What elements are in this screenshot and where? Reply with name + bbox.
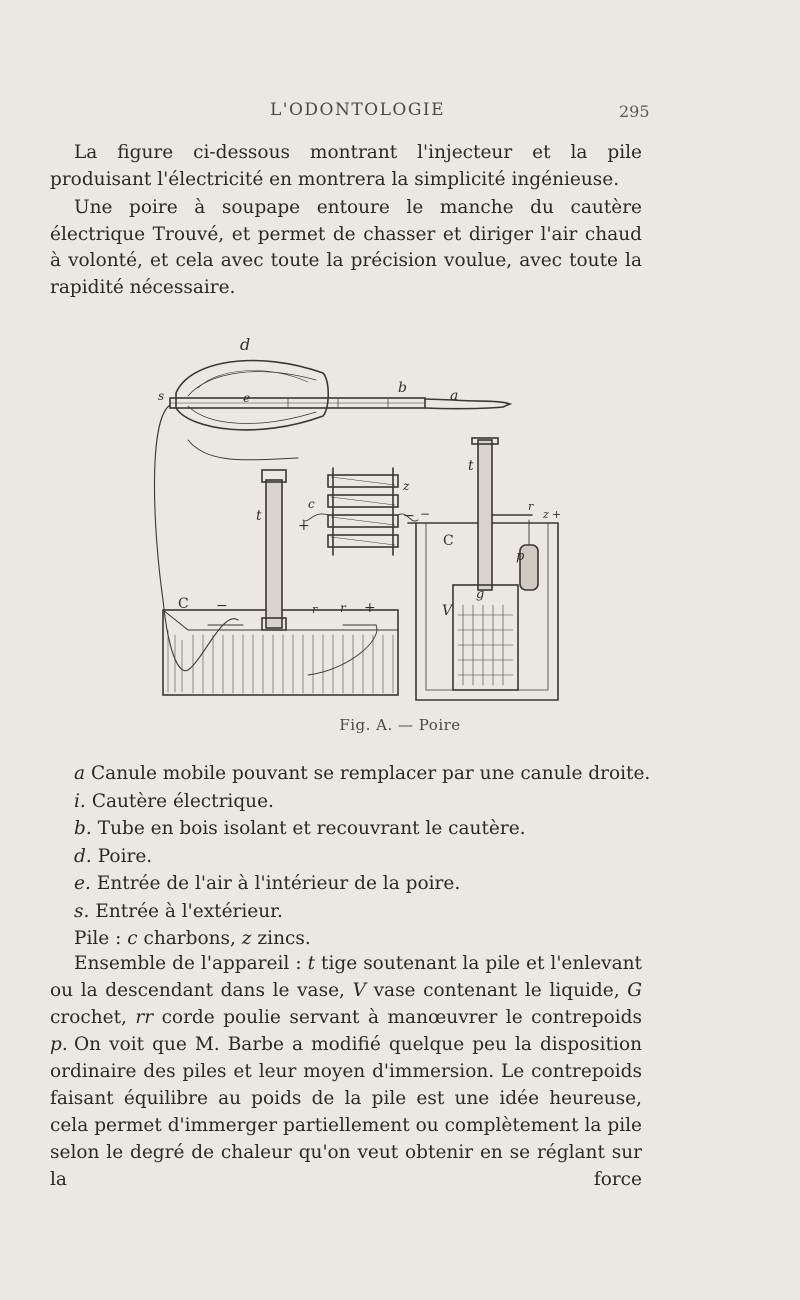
label-s: s [158,389,165,403]
pile-c-text: charbons, [137,928,242,949]
label-p: p [516,549,525,564]
label-c1: c [308,497,315,511]
label-t2: t [468,458,474,474]
legend-row-a [74,760,654,788]
label-d: d [240,335,251,354]
label-minus1: − [216,598,228,614]
legend-key: s. [74,900,90,922]
legend-text: Entrée de l'air à l'intérieur de la poire. [96,873,461,894]
label-e: e [243,391,251,405]
ensemble-t: t [307,953,316,974]
ensemble-V: V [352,980,366,1001]
ensemble-G: G [627,980,642,1001]
label-r1: r [340,601,346,615]
figure-engraving [148,330,562,710]
intro-paragraph-1 [50,140,642,193]
ensemble-part: tige soutenant la pile et l'enlevant ou la descendant dans le vase, [50,953,642,1001]
pile-line [74,925,654,953]
figure-legend [74,760,654,953]
final-paragraph-last-line: le degré de chaleur qu'on veut obtenir en se réglant sur la force [50,1142,642,1190]
pile-z: z [241,928,252,949]
intro-paragraph-1-text: La figure ci-dessous montrant l'injecteur et la pile produisant l'électricité en montrera la simplicité ingénieuse. [50,142,642,190]
final-paragraph [50,1031,642,1193]
label-t1: t [256,508,262,524]
label-z3: z [543,508,549,521]
legend-key: b. [74,818,92,839]
upright-rod [266,480,282,628]
label-minus3: − [420,507,431,521]
ensemble-rr: rr [135,1007,154,1028]
legend-key: i. [74,790,86,812]
figure-caption: Fig. A. — Poire [339,716,461,734]
pile-z-text: zincs. [251,928,311,949]
page-header [0,100,800,126]
cannula [425,399,510,409]
label-C1: C [178,596,189,612]
label-minus2: − [403,508,415,524]
label-plus2: + [298,518,310,534]
legend-text: Canule mobile pouvant se remplacer par une canule droite. [91,763,651,784]
ensemble-part: crochet, [50,1007,136,1028]
label-r3: r [528,500,534,513]
ensemble-part: Ensemble de l'appareil : [74,953,308,974]
legend-row-d [74,843,654,871]
bulb-outline [176,361,328,430]
label-b: b [398,380,407,396]
ensemble-part: . [61,1034,68,1055]
legend-row-b [74,815,654,843]
label-r2: r [312,603,318,616]
final-paragraph-text [50,1031,642,1193]
ensemble-p: p [50,1034,62,1055]
pile-prefix: Pile : [74,928,128,949]
legend-key: a [74,763,86,784]
legend-key: d. [74,845,92,867]
running-title: L'ODONTOLOGIE [270,100,446,120]
legend-row-i [74,788,654,816]
label-z: z [403,479,410,493]
intro-paragraph-2 [50,195,642,301]
ensemble-part: corde poulie servant à manœuvrer le contrepoids [153,1007,643,1028]
legend-text: Tube en bois isolant et recouvrant le cautère. [97,818,526,839]
final-paragraph-body: On voit que M. Barbe a modifié quelque peu la disposition ordinaire des piles et leur moyen d'immersion. Le contrepoids faisant équilibre au poids de la pile est une idée heureuse, cela permet d'immerger partiellement ou complètement la pile selon [50,1034,642,1163]
figure-illustration [148,330,562,710]
legend-text: Entrée à l'extérieur. [95,900,283,922]
legend-key: e. [74,873,91,894]
label-V: V [442,603,453,619]
label-plus3: + [552,508,562,521]
legend-text: Poire. [97,845,153,867]
page-number: 295 [619,102,650,121]
legend-row-s [74,898,654,926]
legend-text: Cautère électrique. [91,790,274,812]
intro-paragraph-2-text: Une poire à soupape entoure le manche du cautère électrique Trouvé, et permet de chasser et diriger l'air chaud à volonté, et cela avec toute la précision voulue, avec toute la rapidité nécessaire. [50,197,642,298]
ensemble-part: vase contenant le liquide, [365,980,628,1001]
label-plus1: + [364,600,376,616]
label-a: a [450,388,459,404]
legend-row-e [74,870,654,898]
block-hatching [168,630,393,693]
wire [154,405,238,671]
plate-battery [303,468,418,555]
label-C2: C [443,533,454,549]
pile-c: c [127,928,138,949]
label-g: g [476,587,485,602]
immersion-apparatus [408,438,558,700]
